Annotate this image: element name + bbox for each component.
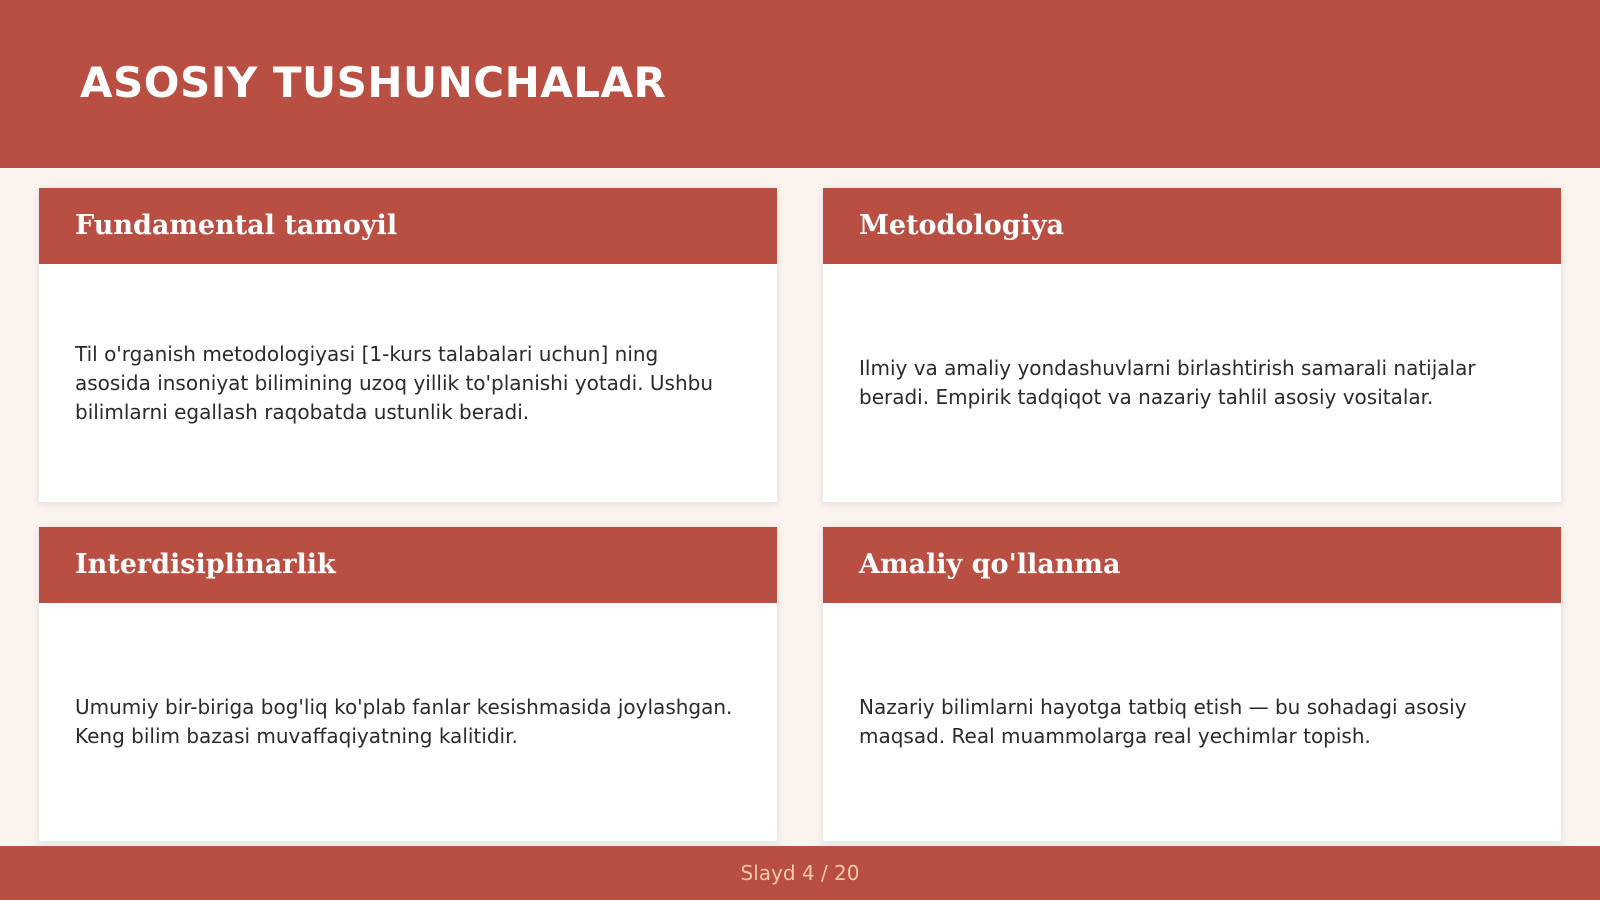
slide-title: ASOSIY TUSHUNCHALAR <box>80 58 667 107</box>
card-text: Nazariy bilimlarni hayotga tatbiq etish — bu sohadagi asosiy maqsad. Real muammolarga real yechimlar topish. <box>859 695 1467 748</box>
card-header <box>39 527 777 603</box>
card-title: Fundamental tamoyil <box>75 210 398 241</box>
card-header <box>823 188 1561 264</box>
card-body <box>823 264 1561 502</box>
slide-footer <box>0 846 1600 900</box>
slide-header <box>0 0 1600 168</box>
card-header <box>823 527 1561 603</box>
concept-card-practical <box>823 527 1561 841</box>
card-text: Til o'rganish metodologiyasi [1-kurs talabalari uchun] ning asosida insoniyat bilimining uzoq yillik to'planishi yotadi. Ushbu bilimlarni egallash raqobatda ustunlik beradi. <box>75 341 714 424</box>
card-body <box>823 603 1561 841</box>
card-title: Metodologiya <box>859 210 1065 241</box>
card-body <box>39 264 777 502</box>
concept-card-methodology <box>823 188 1561 502</box>
card-header <box>39 188 777 264</box>
concept-card-fundamental <box>39 188 777 502</box>
card-title: Amaliy qo'llanma <box>859 549 1121 580</box>
card-title: Interdisiplinarlik <box>75 549 336 580</box>
card-body <box>39 603 777 841</box>
card-text: Umumiy bir-biriga bog'liq ko'plab fanlar kesishmasida joylashgan. Keng bilim bazasi muvaffaqiyatning kalitidir. <box>75 695 733 748</box>
card-text: Ilmiy va amaliy yondashuvlarni birlashtirish samarali natijalar beradi. Empirik tadqiqot va nazariy tahlil asosiy vositalar. <box>859 356 1476 409</box>
slide-counter: Slayd 4 / 20 <box>740 861 860 885</box>
concept-card-interdisciplinary <box>39 527 777 841</box>
